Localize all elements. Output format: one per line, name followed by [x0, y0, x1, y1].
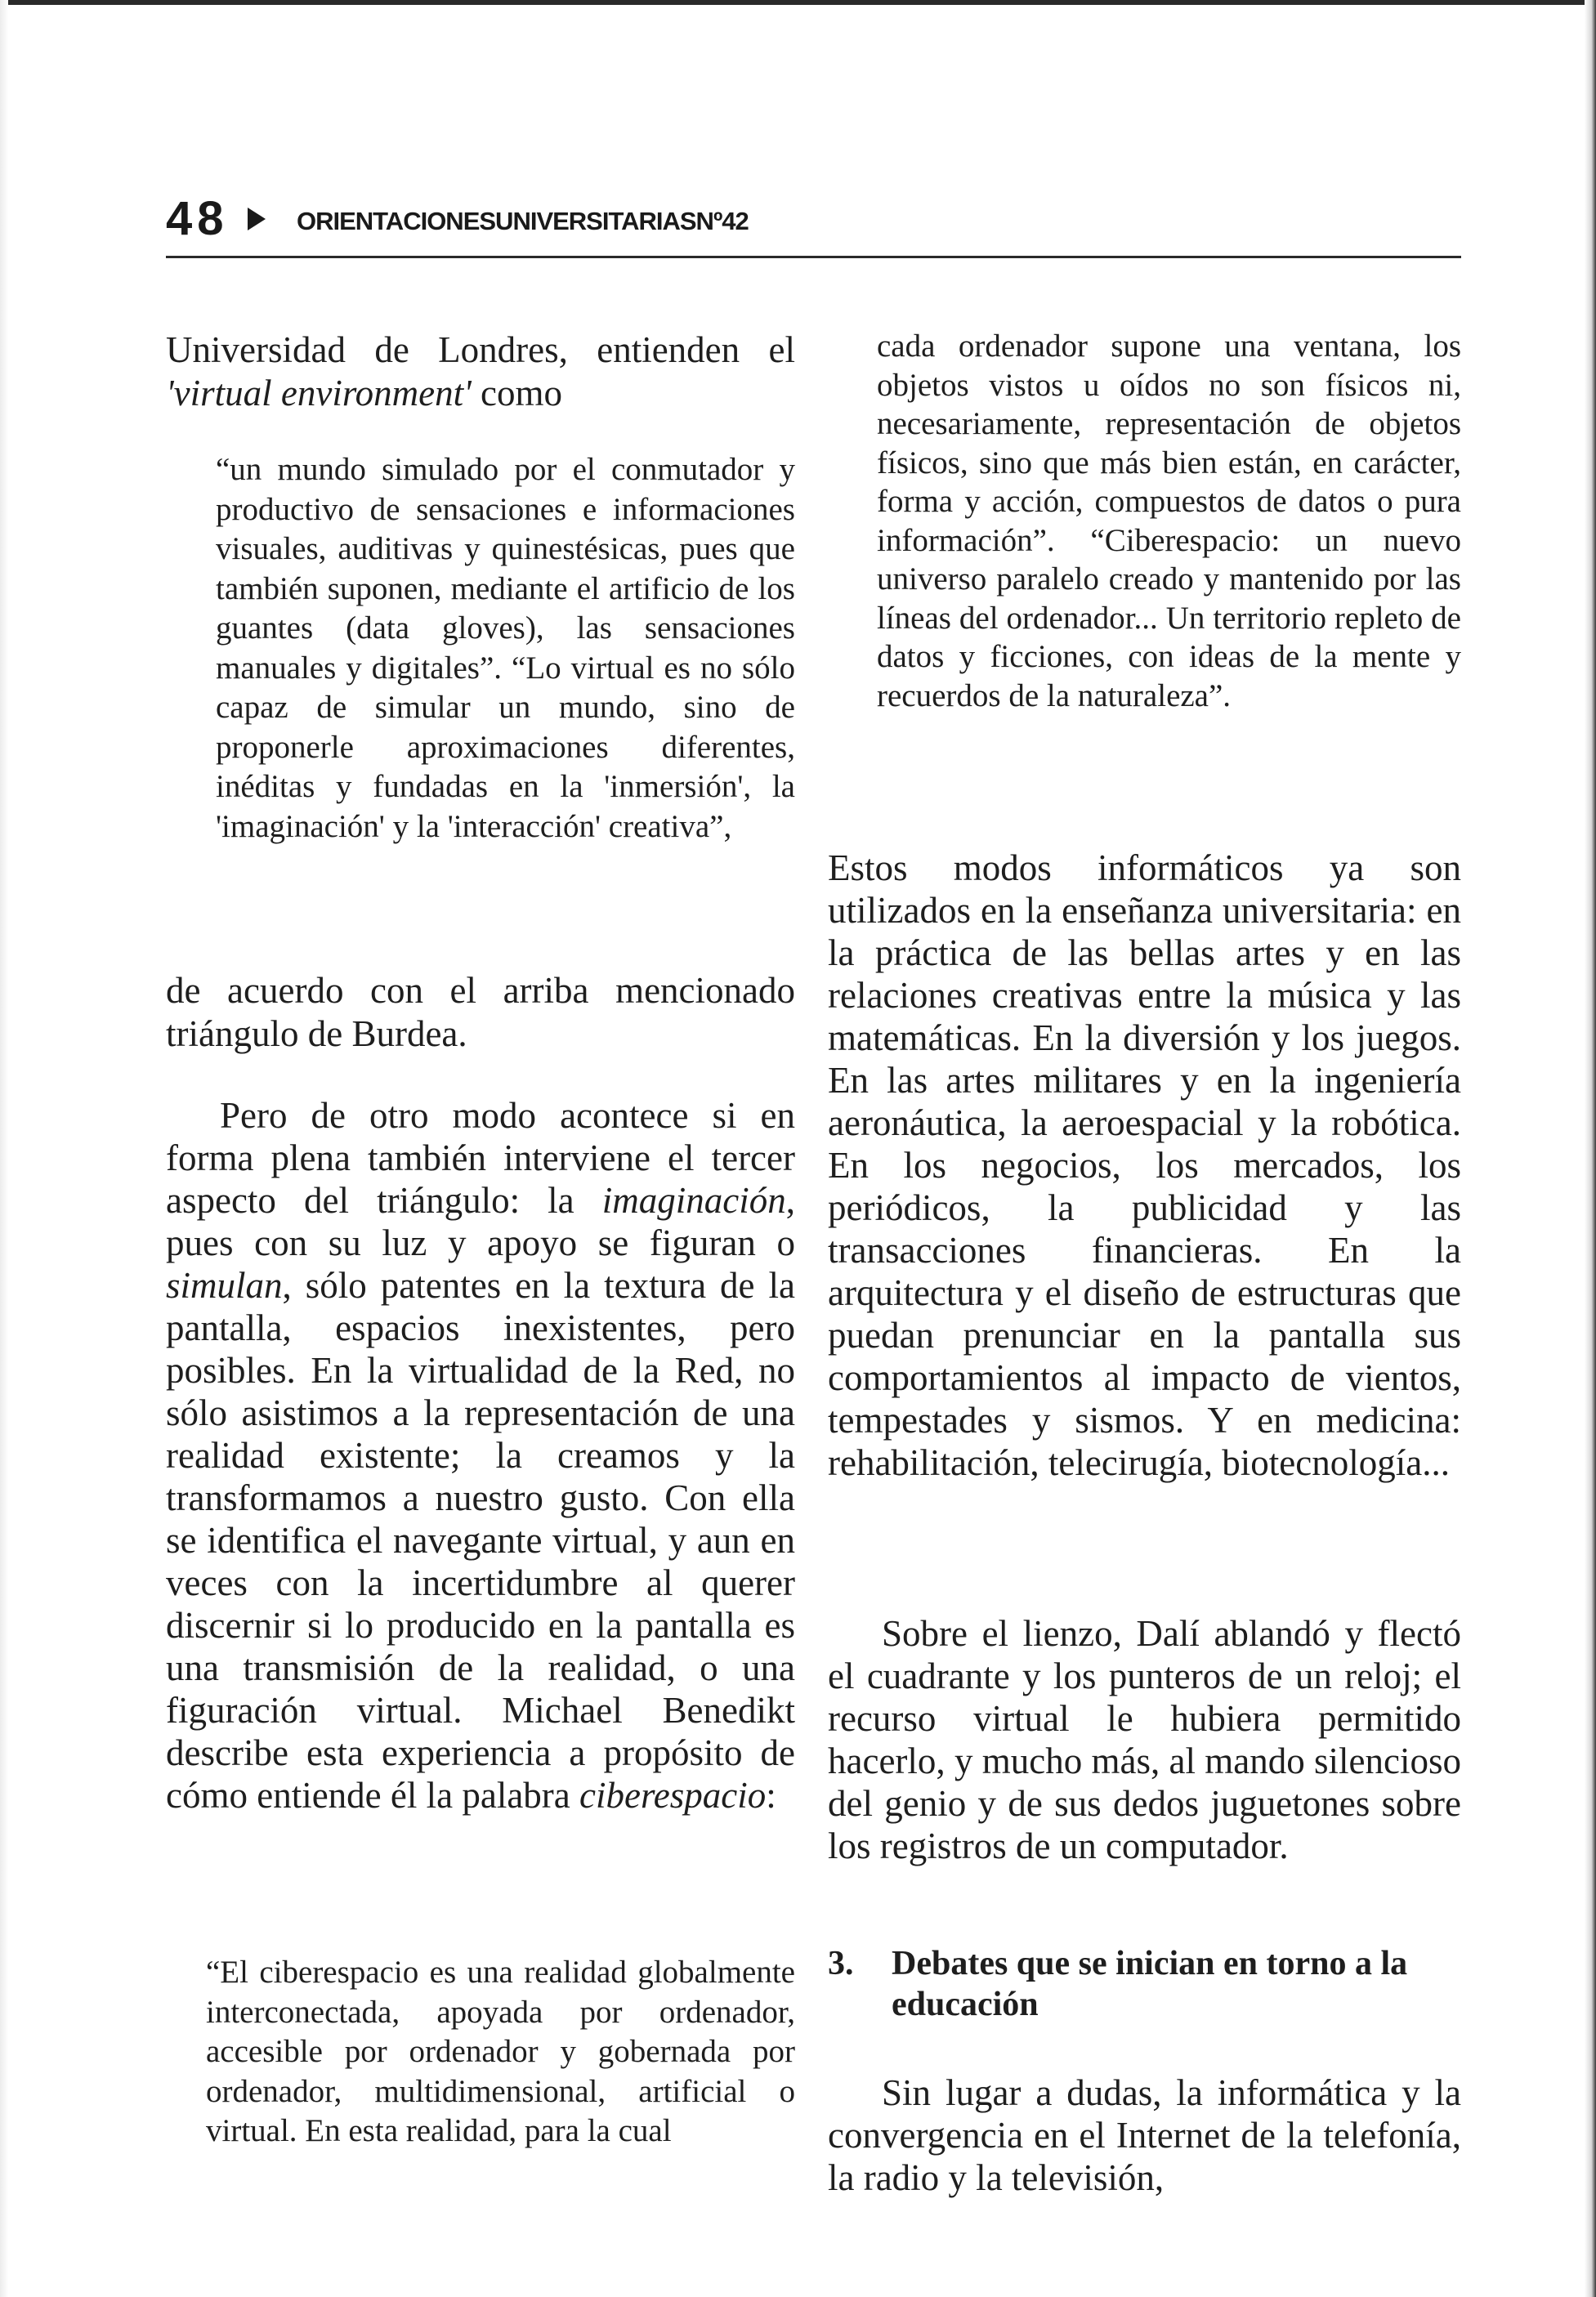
block-quote-continued: cada ordenador supone una ventana, los objetos vistos u oídos no son físicos ni, necesariamente, representación de objetos físicos, sino que más bien están, en carácter, forma y acción, compuestos de datos o pura información”. “Ciberespacio: un nuevo universo paralelo creado y mantenido por las líneas del ordenador... Un territorio repleto de datos y ficciones, con ideas de la mente y recuerdos de la naturaleza”.: [877, 328, 1461, 713]
page-number: 48: [166, 192, 229, 245]
block-quote-virtual: “un mundo simulado por el conmutador y productivo de sensaciones e informaciones visuales, auditivas y quinestésicas, pues que también suponen, mediante el artificio de los guantes (data gloves), las sensaciones manuales y digitales”. “Lo virtual es no sólo capaz de simular un mundo, sino de proponerle aproximaciones diferentes, inéditas y fundadas en la 'inmersión', la 'imaginación' y la 'interacción' creativa”,: [216, 452, 795, 844]
section-heading: [828, 1943, 1461, 2025]
running-header: [166, 186, 1461, 252]
left-column-quote2: [206, 1953, 795, 2152]
scan-edge-right: [1585, 0, 1596, 2297]
right-column-p6: [828, 2071, 1461, 2199]
scan-edge-left: [0, 0, 8, 2297]
right-column-quote-cont: [877, 327, 1461, 715]
right-column-p4: [828, 847, 1461, 1484]
left-column-quote1: [216, 450, 795, 847]
triangle-arrow-icon: [248, 208, 266, 230]
left-column-p2: [166, 969, 795, 1055]
paragraph-sin-lugar: Sin lugar a dudas, la informática y la convergencia en el Internet de la telefonía, la radio y la televisión,: [828, 2072, 1461, 2198]
section-number: 3.: [828, 1945, 854, 1982]
header-rule: [166, 256, 1461, 258]
paragraph-burdea: de acuerdo con el arriba mencionado triángulo de Burdea.: [166, 970, 795, 1054]
paragraph-dali: Sobre el lienzo, Dalí ablandó y flectó el cuadrante y los punteros de un reloj; el recurso virtual le hubiera permitido hacerlo, y mucho más, al mando silencioso del genio y de sus dedos juguetones sobre los registros de un computador.: [828, 1613, 1461, 1866]
block-quote-ciberespacio: “El ciberespacio es una realidad globalmente interconectada, apoyada por ordenador, accesible por ordenador y gobernada por ordenador, multidimensional, artificial o virtual. En esta realidad, para la cual: [206, 1955, 795, 2148]
section-title: 3. Debates que se inician en torno a la educación: [828, 1945, 1408, 2023]
scan-edge-top: [0, 0, 1596, 5]
paragraph-intro: Universidad de Londres, entienden el 'virtual environment' como: [166, 329, 795, 413]
left-column-p3: [166, 1094, 795, 1817]
right-column-p5: [828, 1612, 1461, 1867]
left-column-intro: [166, 328, 795, 414]
journal-title: ORIENTACIONESUNIVERSITARIASNº42: [297, 207, 749, 235]
paragraph-modos-informaticos: Estos modos informáticos ya son utilizados en la enseñanza universitaria: en la práctica de las bellas artes y en las relaciones creativas entre la música y las matemáticas. En la diversión y los juegos. En las artes militares y en la ingeniería aeronáutica, la aeroespacial y la robótica. En los negocios, los mercados, los periódicos, la publicidad y las transacciones financieras. En la arquitectura y el diseño de estructuras que puedan prenunciar en la pantalla sus comportamientos al impacto de vientos, tempestades y sismos. Y en medicina: rehabilitación, telecirugía, biotecnología...: [828, 847, 1461, 1483]
paragraph-imaginacion: Pero de otro modo acontece si en forma plena también interviene el tercer aspecto del triángulo: la imaginación, pues con su luz y apoyo se figuran o simulan, sólo patentes en la textura de la pantalla, espacios inexistentes, pero posibles. En la virtualidad de la Red, no sólo asistimos a la representación de una realidad existente; la creamos y la transformamos a nuestro gusto. Con ella se identifica el navegante virtual, y aun en veces con la incertidumbre al querer discernir si lo producido en la pantalla es una transmisión de la realidad, o una figuración virtual. Michael Benedikt describe esta experiencia a propósito de cómo entiende él la palabra ciberespacio:: [166, 1095, 795, 1816]
emphasis-virtual-environment: 'virtual environment': [166, 372, 472, 413]
